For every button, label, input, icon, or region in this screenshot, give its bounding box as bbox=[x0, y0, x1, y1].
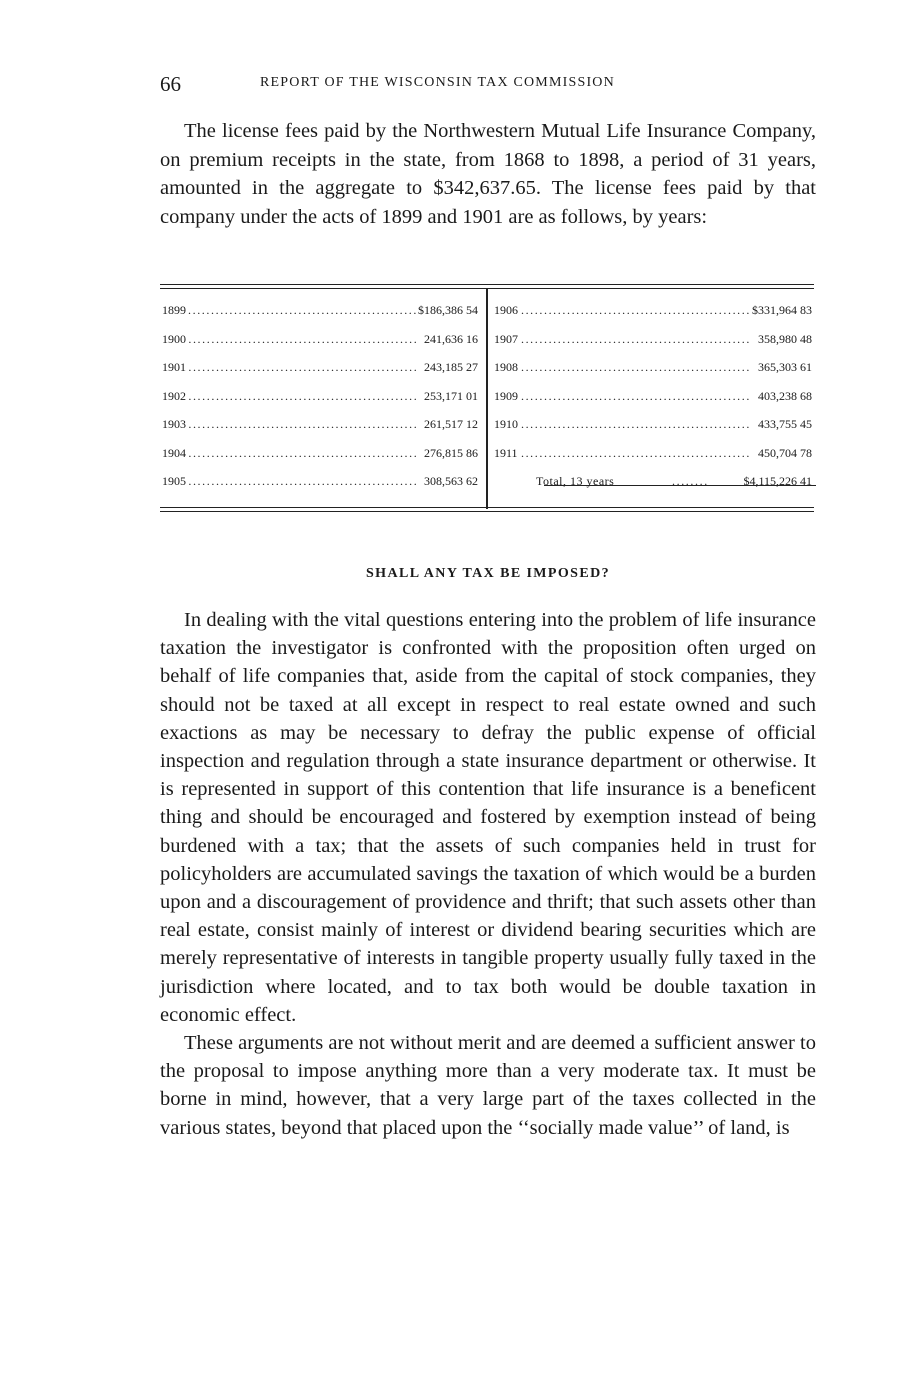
amount-cell: 276,815 86 bbox=[424, 445, 478, 460]
amount-cell: 241,636 16 bbox=[424, 331, 478, 346]
page-header bbox=[160, 72, 816, 96]
total-row bbox=[492, 474, 816, 503]
table-right-column bbox=[492, 303, 816, 503]
amount-cell: 261,517 12 bbox=[424, 417, 478, 431]
body-paragraph: These arguments are not without merit and are deemed a sufficient answer to the proposal to impose anything more than a very moderate tax. It must be borne in mind, however, that a very large part of the taxes collected in the various states, beyond that placed upon the ‘‘socially made value’’ of land, is bbox=[160, 1032, 816, 1139]
dot-leader: .................................................. bbox=[188, 303, 418, 317]
column-divider bbox=[486, 289, 488, 509]
amount-cell: $331,964 83 bbox=[752, 303, 812, 317]
table-left-column bbox=[160, 303, 482, 503]
amount-cell: 403,238 68 bbox=[758, 388, 812, 403]
dot-leader: .................................................. bbox=[520, 360, 751, 374]
amount-cell: 365,303 61 bbox=[758, 360, 812, 374]
table-row bbox=[160, 332, 482, 361]
dot-leader: .................................................. bbox=[520, 445, 751, 460]
table-row bbox=[160, 360, 482, 389]
page-number: 66 bbox=[160, 72, 181, 96]
year-cell: 1901 bbox=[162, 360, 186, 374]
table-row bbox=[492, 360, 816, 389]
body-paragraph: In dealing with the vital questions entering into the problem of life insurance taxation the investigator is confronted with the proposition often urged on behalf of life companies that, aside from the capital of stock companies, they should not be taxed at all except in respect to real estate owned and such exactions as may be necessary to defray the public expense of official inspection and regulation through a state insurance department or otherwise. It is represented in support of this contention that life insurance is a beneficent thing and should be encouraged and fostered by exemption instead of being burdened with a tax; that the assets of such companies held in trust for policyholders are accumulated savings the taxation of which would be a burden upon and a discouragement of providence and thrift; that such assets other than real estate, consist mainly of interest or dividend bearing securities which are merely representative of interests in tangible property usually fully taxed in the jurisdiction where located, and to tax both would be double taxation in economic effect. bbox=[160, 609, 816, 1026]
dot-leader: .................................................. bbox=[520, 303, 751, 317]
amount-cell: 450,704 78 bbox=[758, 445, 812, 460]
table-row bbox=[160, 389, 482, 418]
year-cell: 1902 bbox=[162, 388, 186, 403]
dot-leader: .................................................. bbox=[520, 417, 751, 431]
year-cell: 1900 bbox=[162, 331, 186, 346]
amount-cell: 253,171 01 bbox=[424, 388, 478, 403]
table-row bbox=[492, 446, 816, 475]
year-cell: 1906 bbox=[494, 303, 518, 317]
table-row bbox=[160, 474, 482, 503]
section-title: SHALL ANY TAX BE IMPOSED? bbox=[365, 566, 610, 581]
total-rule bbox=[544, 485, 816, 486]
table-row bbox=[160, 446, 482, 475]
intro-paragraph: The license fees paid by the Northwestern Mutual Life Insurance Company, on premium receipts in the state, from 1868 to 1898, a period of 31 years, amounted in the aggregate to $342,637.65. The license fees paid by that company under the acts of 1899 and 1901 are as follows, by years: bbox=[160, 120, 816, 228]
running-title: REPORT OF THE WISCONSIN TAX COMMISSION bbox=[260, 75, 615, 90]
amount-cell: $186,386 54 bbox=[418, 303, 478, 317]
dot-leader: .................................................. bbox=[188, 388, 419, 403]
year-cell: 1907 bbox=[494, 331, 518, 346]
amount-cell: 308,563 62 bbox=[424, 474, 478, 488]
year-cell: 1904 bbox=[162, 445, 186, 460]
table-row bbox=[492, 389, 816, 418]
dot-leader: .................................................. bbox=[188, 474, 419, 488]
dot-leader: ........ bbox=[672, 474, 709, 488]
year-cell: 1911 bbox=[494, 445, 518, 460]
year-cell: 1909 bbox=[494, 388, 518, 403]
year-cell: 1905 bbox=[162, 474, 186, 488]
amount-cell: 358,980 48 bbox=[758, 331, 812, 346]
amount-cell: 433,755 45 bbox=[758, 417, 812, 431]
year-cell: 1908 bbox=[494, 360, 518, 374]
table-row bbox=[160, 303, 482, 332]
table-row bbox=[492, 417, 816, 446]
year-cell: 1899 bbox=[162, 303, 186, 317]
dot-leader: .................................................. bbox=[520, 388, 751, 403]
dot-leader: .................................................. bbox=[520, 331, 751, 346]
amount-cell: 243,185 27 bbox=[424, 360, 478, 374]
table-row bbox=[492, 303, 816, 332]
year-cell: 1910 bbox=[494, 417, 518, 431]
table-row bbox=[492, 332, 816, 361]
dot-leader: .................................................. bbox=[188, 331, 419, 346]
dot-leader: .................................................. bbox=[188, 417, 419, 431]
total-amount: $4,115,226 41 bbox=[743, 474, 812, 488]
table-row bbox=[160, 417, 482, 446]
license-fees-table bbox=[160, 284, 814, 512]
body-text bbox=[160, 606, 816, 1142]
year-cell: 1903 bbox=[162, 417, 186, 431]
dot-leader: .................................................. bbox=[188, 445, 419, 460]
total-label: Total, 13 years bbox=[536, 474, 615, 488]
dot-leader: .................................................. bbox=[188, 360, 419, 374]
